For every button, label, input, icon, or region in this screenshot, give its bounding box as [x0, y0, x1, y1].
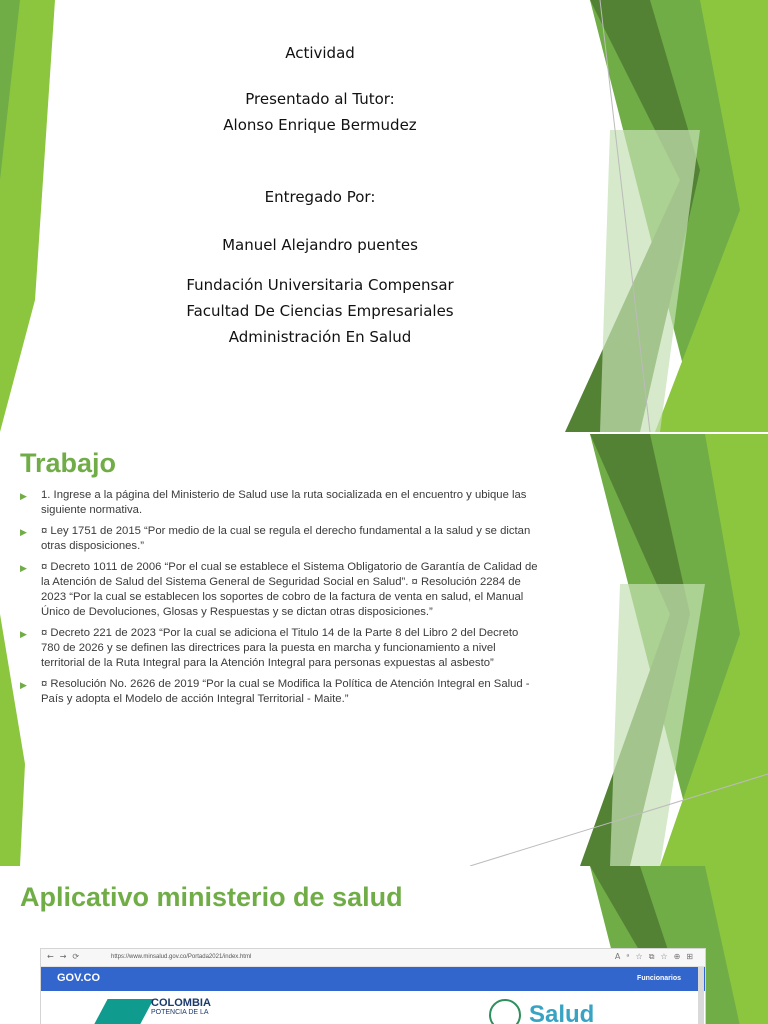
- minsalud-header: [41, 991, 705, 1024]
- colombia-logo-mark: [86, 999, 153, 1024]
- presented-to-label: Presentado al Tutor:: [245, 90, 395, 108]
- faculty-name: Facultad De Ciencias Empresariales: [186, 302, 454, 320]
- browser-address-bar: [41, 949, 705, 967]
- browser-toolbar-icons: Aᵃ☆⧉☆⊕⊞: [614, 952, 699, 961]
- url-text: https://www.minsalud.gov.co/Portada2021/index.html: [111, 954, 252, 960]
- salud-logo: Salud: [529, 1001, 595, 1024]
- brand-line-1: COLOMBIA: [151, 997, 211, 1009]
- bullet-text: ¤ Resolución No. 2626 de 2019 “Por la cual se Modifica la Política de Atención Integral en Salud - País y adopta el Modelo de acción Integral Territorial - Maite.”: [41, 678, 530, 705]
- list-item: [20, 524, 540, 554]
- program-name: Administración En Salud: [228, 328, 412, 346]
- slide-title: Aplicativo ministerio de salud: [20, 882, 403, 912]
- bullet-text: 1. Ingrese a la página del Ministerio de Salud use la ruta socializada en el encuentro y ubique las siguiente normativa.: [41, 489, 527, 516]
- cover-text: [120, 40, 520, 350]
- slide-cover: [0, 0, 768, 432]
- screenshot-scrollbar: [698, 967, 704, 1024]
- list-item: [20, 677, 540, 707]
- normativa-list: [20, 488, 540, 713]
- university-name: Fundación Universitaria Compensar: [186, 276, 454, 294]
- slide-aplicativo: [0, 866, 768, 1024]
- gov-header-bar: [41, 967, 705, 991]
- funcionarios-link: Funcionarios: [637, 975, 681, 982]
- bullet-text: ¤ Decreto 1011 de 2006 “Por el cual se establece el Sistema Obligatorio de Garantía de Calidad de la Atención de Salud del Sistema General de Seguridad Social en Salud”. ¤ Resolución 2284 de 2023 “Por la cual se establecen los soportes de cobro de la factura de venta en salud, el Manual Único de Devoluciones, Glosas y Respuestas y se dictan otras disposiciones.”: [41, 561, 538, 618]
- brand-line-2: POTENCIA DE LA: [151, 1009, 209, 1016]
- triangle-right-icon: ▶: [20, 563, 27, 573]
- triangle-right-icon: ▶: [20, 491, 27, 501]
- slide-title: Trabajo: [20, 448, 117, 478]
- triangle-right-icon: ▶: [20, 680, 27, 690]
- gov-co-logo: GOV.CO: [57, 972, 100, 984]
- list-item: [20, 560, 540, 620]
- list-item: [20, 488, 540, 518]
- list-item: [20, 626, 540, 671]
- bullet-text: ¤ Ley 1751 de 2015 “Por medio de la cual se regula el derecho fundamental a la salud y se dictan otras disposiciones.”: [41, 525, 531, 552]
- bullet-text: ¤ Decreto 221 de 2023 “Por la cual se adiciona el Titulo 14 de la Parte 8 del Libro 2 del Decreto 780 de 2026 y se definen las directrices para la puesta en marcha y funcionamiento a nivel territorial de la Ruta Integral para la Atención Integral para personas expuestas al asbesto”: [41, 627, 519, 669]
- colombia-brand: [151, 997, 211, 1016]
- triangle-right-icon: ▶: [20, 527, 27, 537]
- delivered-by-label: Entregado Por:: [264, 188, 376, 206]
- tutor-name: Alonso Enrique Bermudez: [223, 116, 417, 134]
- slide-trabajo: [0, 434, 768, 866]
- browser-nav-icons: ←→⟳: [47, 952, 86, 961]
- activity-label: Actividad: [285, 44, 355, 62]
- student-name: Manuel Alejandro puentes: [222, 236, 418, 254]
- triangle-right-icon: ▶: [20, 629, 27, 639]
- minsalud-screenshot: [40, 948, 706, 1024]
- ministry-seal-icon: [489, 999, 521, 1024]
